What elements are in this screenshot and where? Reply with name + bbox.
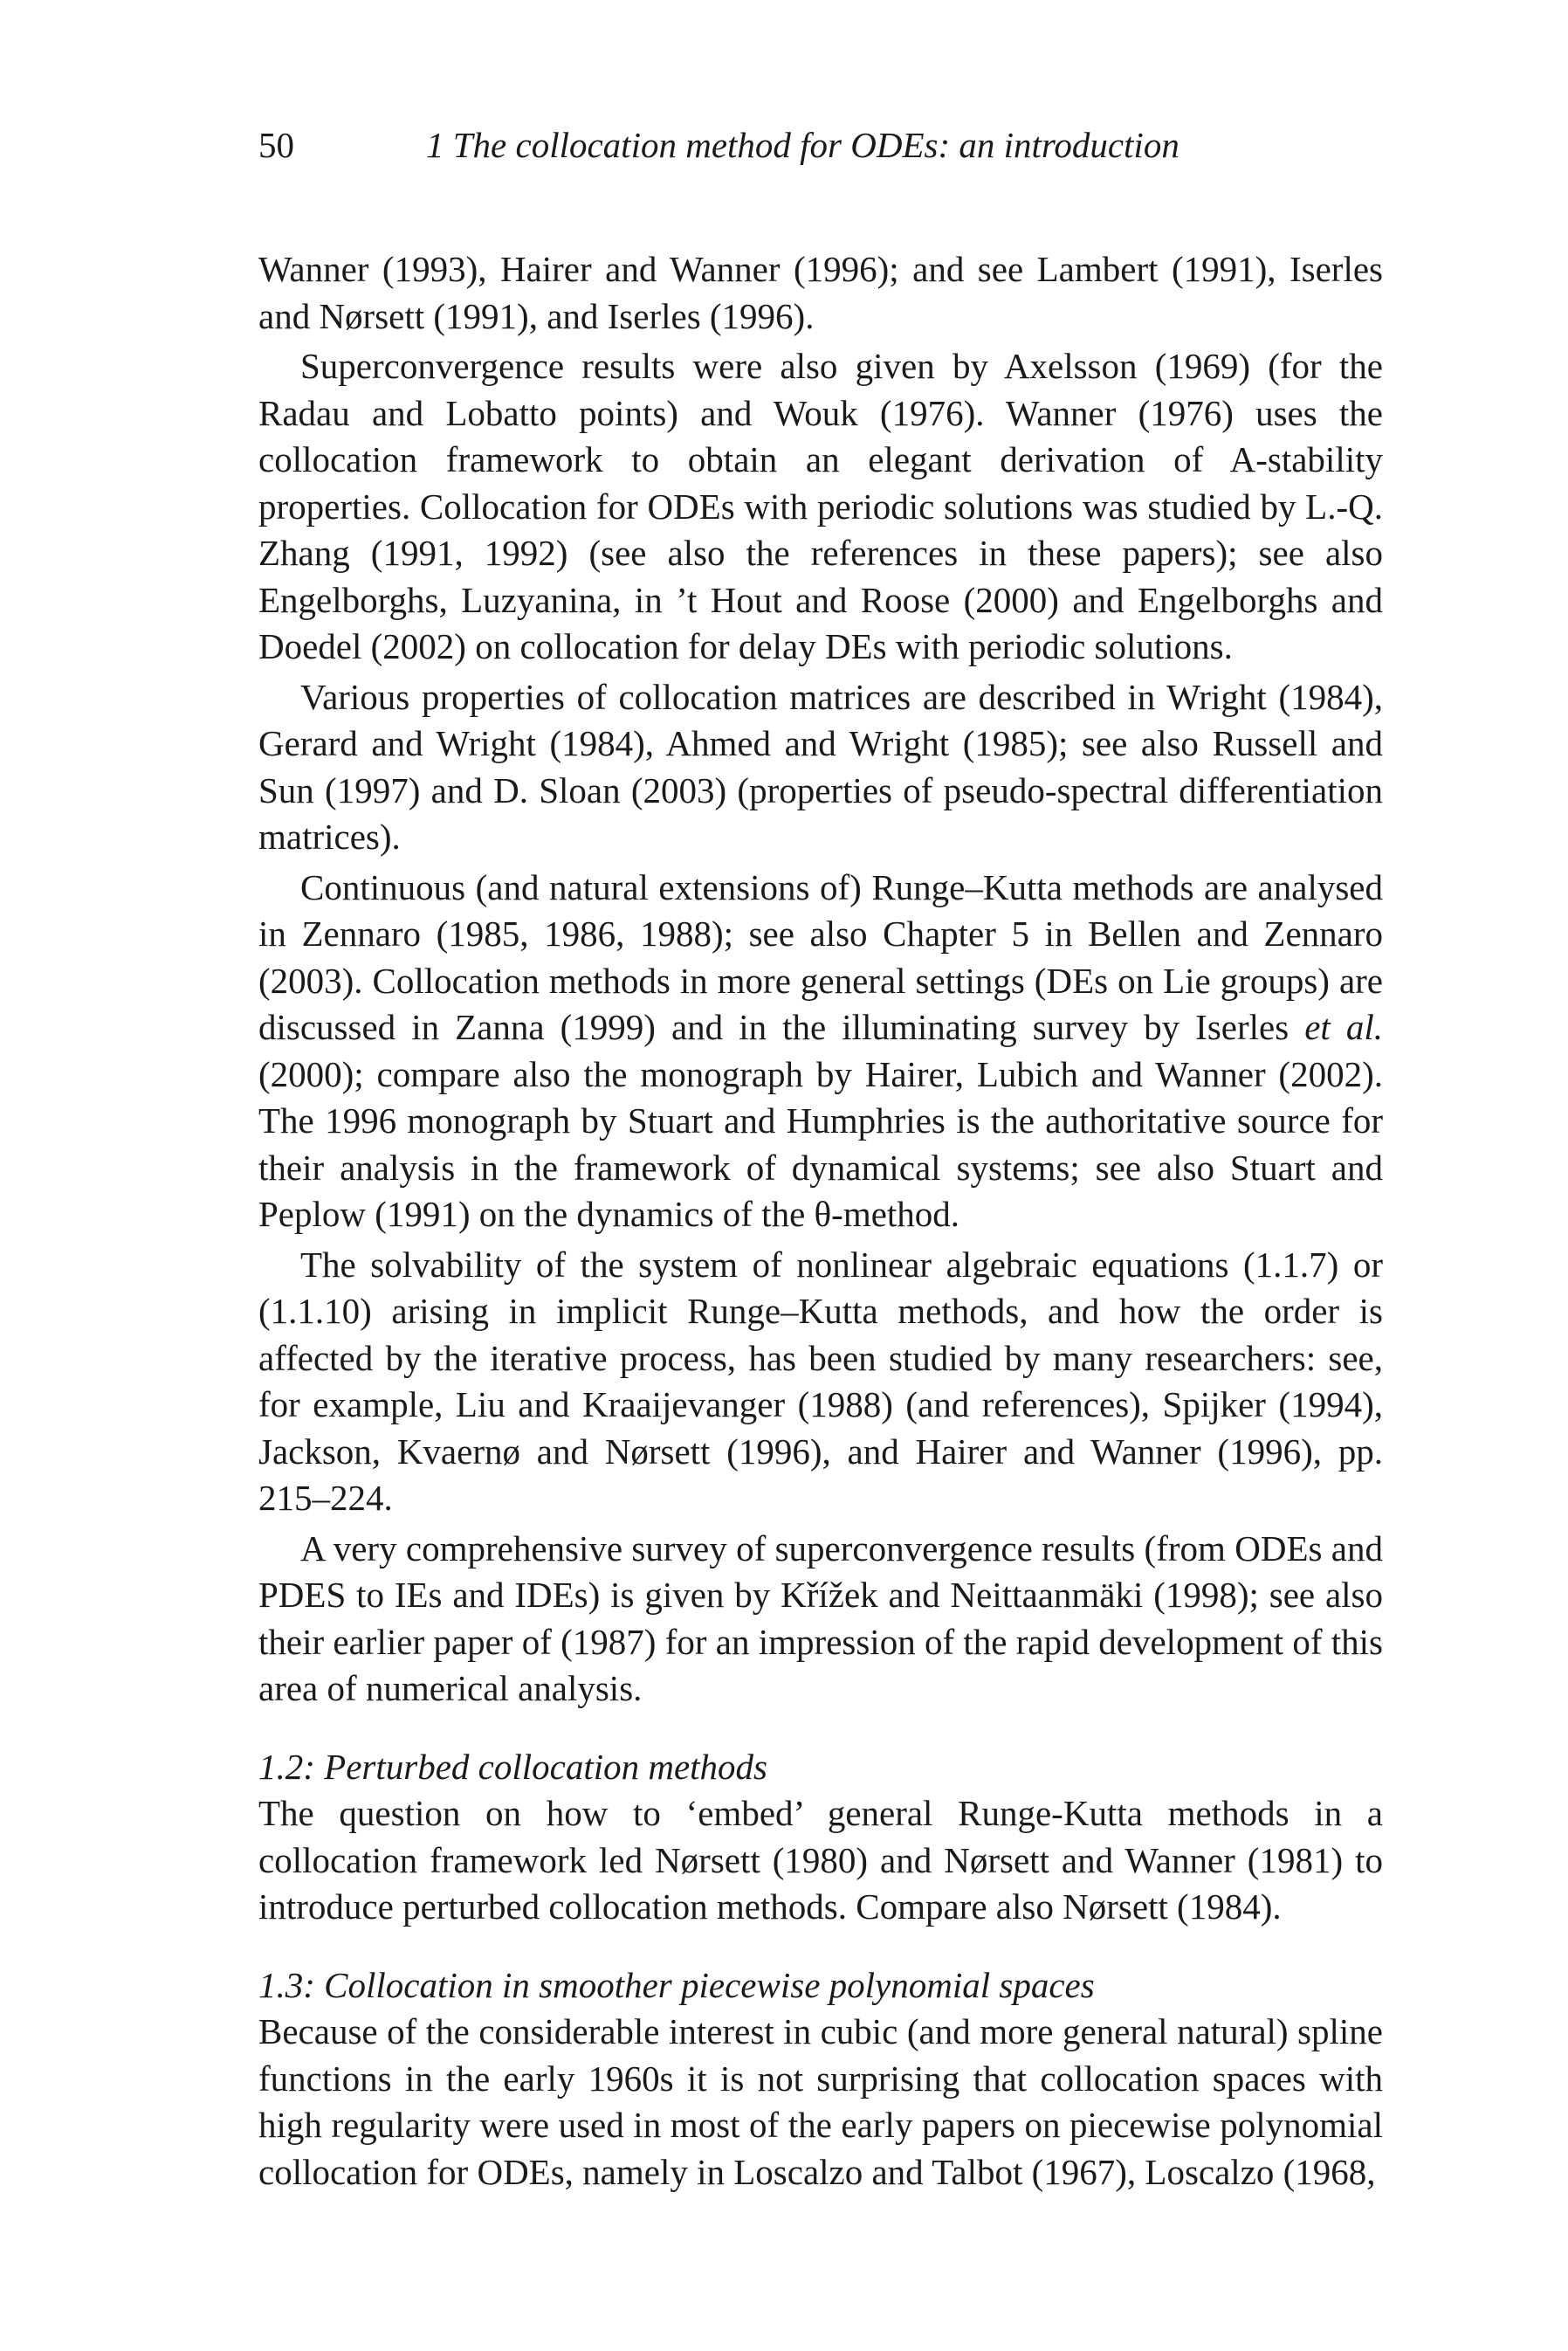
paragraph-continuous-runge-kutta <box>258 865 1383 1238</box>
running-head <box>258 119 1385 171</box>
paragraph-smoother-spaces: Because of the considerable interest in cubic (and more general natural) spline functions in the early 1960s it is not surprising that collocation spaces with high regularity were used in most of the early papers on piecewise polynomial collocation for ODEs, namely in Loscalzo and Talbot (1967), Loscalzo (1968, <box>258 2011 1383 2192</box>
paragraph-solvability: The solvability of the system of nonlinear algebraic equations (1.1.7) or (1.1.10) arising in implicit Runge–Kutta methods, and how the order is affected by the iterative process, has been studied by many researchers: see, for example, Liu and Kraaijevanger (1988) (and references), Spijker (1994), Jackson, Kvaernø and Nørsett (1996), and Hairer and Wanner (1996), pp. 215–224. <box>258 1244 1383 1518</box>
section-heading-1-2: 1.2: Perturbed collocation methods <box>258 1746 768 1787</box>
paragraph-continuous-runge-kutta-emphasis: et al. <box>1304 1007 1383 1047</box>
paragraph-continuation: Wanner (1993), Hairer and Wanner (1996); and see Lambert (1991), Iserles and Nørsett (1991), and Iserles (1996). <box>258 249 1383 336</box>
paragraph-continuous-runge-kutta-part-b: (2000); compare also the monograph by Hairer, Lubich and Wanner (2002). The 1996 monograph by Stuart and Humphries is the authoritative source for their analysis in the framework of dynamical systems; see also Stuart and Peplow (1991) on the dynamics of the θ-method. <box>258 1053 1383 1234</box>
paragraph-perturbed-collocation: The question on how to ‘embed’ general Runge-Kutta methods in a collocation framework led Nørsett (1980) and Nørsett and Wanner (1981) to introduce perturbed collocation methods. Compare also Nørsett (1984). <box>258 1793 1383 1927</box>
paragraph-continuous-runge-kutta-part-a: Continuous (and natural extensions of) Runge–Kutta methods are analysed in Zennaro (1985, 1986, 1988); see also Chapter 5 in Bellen and Zennaro (2003). Collocation methods in more general settings (DEs on Lie groups) are discussed in Zanna (1999) and in the illuminating survey by Iserles <box>258 866 1383 1047</box>
paragraph-survey: A very comprehensive survey of superconvergence results (from ODEs and PDES to IEs and IDEs) is given by Křížek and Neittaanmäki (1998); see also their earlier paper of (1987) for an impression of the rapid development of this area of numerical analysis. <box>258 1527 1383 1708</box>
page-number: 50 <box>258 125 294 165</box>
running-title: 1 The collocation method for ODEs: an introduction <box>426 125 1179 165</box>
section-heading-1-3: 1.3: Collocation in smoother piecewise polynomial spaces <box>258 1964 1095 2005</box>
paragraph-superconvergence: Superconvergence results were also given by Axelsson (1969) (for the Radau and Lobatto points) and Wouk (1976). Wanner (1976) uses the collocation framework to obtain an elegant derivation of A-stability properties. Collocation for ODEs with periodic solutions was studied by L.-Q. Zhang (1991, 1992) (see also the references in these papers); see also Engelborghs, Luzyanina, in ’t Hout and Roose (2000) and Engelborghs and Doedel (2002) on collocation for delay DEs with periodic solutions. <box>258 346 1383 666</box>
paragraph-collocation-matrices: Various properties of collocation matrices are described in Wright (1984), Gerard and Wright (1984), Ahmed and Wright (1985); see also Russell and Sun (1997) and D. Sloan (2003) (properties of pseudo-spectral differentiation matrices). <box>258 676 1383 857</box>
body-text <box>258 246 1383 2199</box>
